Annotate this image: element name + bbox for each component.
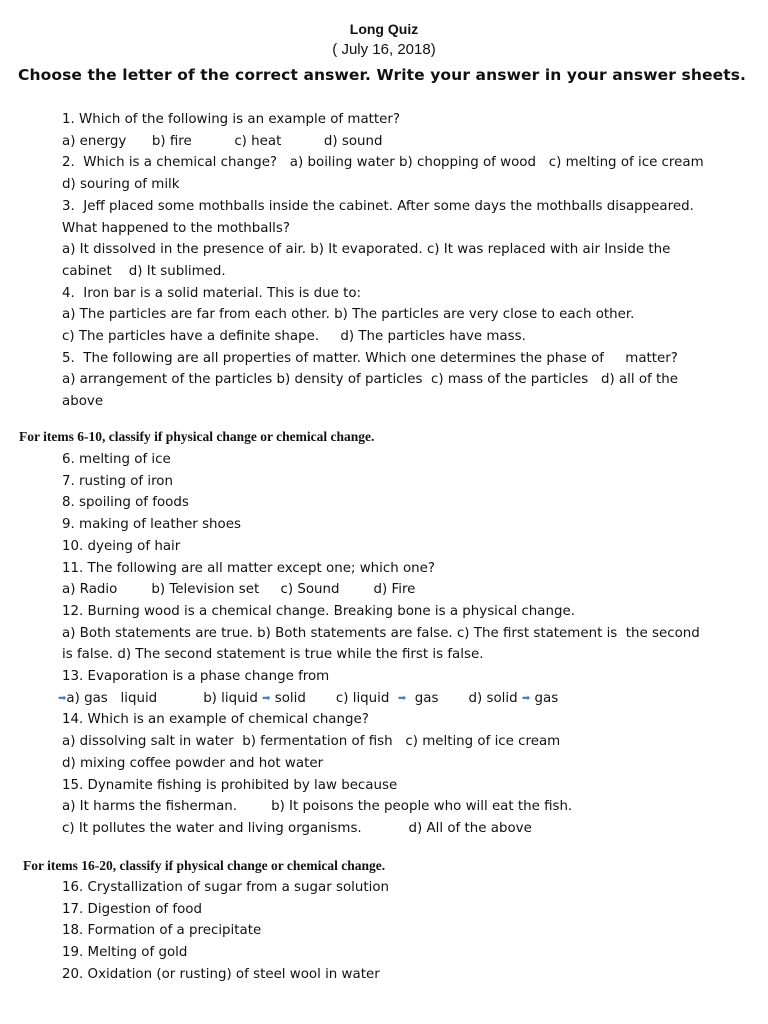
question-line: a) It dissolved in the presence of air. b) It evaporated. c) It was replaced with air Inside the: [62, 242, 671, 258]
question-line: 7. rusting of iron: [62, 473, 173, 489]
question-line: 4. Iron bar is a solid material. This is due to:: [62, 285, 362, 301]
arrow-icon: ➡: [262, 692, 271, 704]
question-line: d) mixing coffee powder and hot water: [62, 755, 324, 771]
arrow-icon: ➡: [397, 692, 407, 704]
q13-option-b-end: solid: [274, 690, 306, 706]
question-line: 12. Burning wood is a chemical change. Breaking bone is a physical change.: [62, 603, 575, 619]
questions-1-5: [62, 109, 752, 413]
question-line: 10. dyeing of hair: [62, 538, 181, 554]
quiz-instruction: Choose the letter of the correct answer. Write your answer in your answer sheets.: [18, 66, 747, 84]
question-line: cabinet d) It sublimed.: [62, 263, 226, 279]
question-line: 18. Formation of a precipitate: [62, 923, 262, 939]
question-line: 9. making of leather shoes: [62, 517, 241, 533]
question-line: 19. Melting of gold: [62, 945, 188, 961]
q13-option-a: a) gas liquid: [66, 690, 158, 706]
question-line: a) The particles are far from each other. b) The particles are very close to each other.: [62, 307, 635, 323]
question-line: 20. Oxidation (or rusting) of steel wool in water: [62, 966, 380, 982]
section-heading-16-20: For items 16-20, classify if physical change or chemical change.: [23, 858, 386, 873]
q13-option-d: d) solid: [468, 690, 518, 706]
question-line: 6. melting of ice: [62, 452, 171, 467]
questions-16-20: [62, 877, 752, 986]
arrow-icon: ➡: [521, 692, 531, 704]
section-heading-6-10: For items 6-10, classify if physical change or chemical change.: [19, 429, 375, 444]
question-line: 1. Which of the following is an example of matter?: [62, 112, 400, 127]
question-line: c) The particles have a definite shape. d) The particles have mass.: [62, 329, 526, 345]
q13-option-d-end: gas: [534, 690, 559, 706]
question-line: 13. Evaporation is a phase change from: [62, 669, 330, 685]
question-line: a) dissolving salt in water b) fermentation of fish c) melting of ice cream: [62, 734, 561, 750]
question-line: 11. The following are all matter except one; which one?: [62, 560, 436, 576]
question-line: 17. Digestion of food: [62, 901, 202, 917]
q13-option-c-end: gas: [414, 690, 439, 706]
question-line: 2. Which is a chemical change? a) boiling water b) chopping of wood c) melting of ice cream: [62, 155, 704, 171]
question-line: 16. Crystallization of sugar from a sugar solution: [62, 880, 389, 895]
question-line: 8. spoiling of foods: [62, 495, 189, 511]
question-line: 5. The following are all properties of matter. Which one determines the phase of matter?: [62, 350, 678, 366]
question-line: a) It harms the fisherman. b) It poisons the people who will eat the fish.: [62, 799, 573, 815]
question-line: 15. Dynamite fishing is prohibited by law because: [62, 777, 398, 793]
question-line: above: [62, 394, 104, 410]
q13-option-b: b) liquid: [203, 690, 258, 706]
q13-option-c: c) liquid: [335, 690, 390, 706]
question-line: a) arrangement of the particles b) density of particles c) mass of the particles d) all of the: [62, 372, 678, 388]
question-line: a) Radio b) Television set c) Sound d) Fire: [62, 582, 416, 598]
quiz-date: ( July 16, 2018): [332, 41, 436, 58]
questions-6-15: [58, 449, 752, 840]
question-line: 3. Jeff placed some mothballs inside the cabinet. After some days the mothballs disappeared.: [62, 198, 694, 214]
question-line: What happened to the mothballs?: [62, 220, 290, 236]
q13-options: [58, 688, 752, 710]
arrow-icon: ➡: [58, 692, 67, 704]
question-line: a) Both statements are true. b) Both statements are false. c) The first statement is the second: [62, 625, 700, 641]
question-line: d) souring of milk: [62, 177, 180, 193]
question-line: a) energy b) fire c) heat d) sound: [62, 133, 383, 149]
question-line: c) It pollutes the water and living organisms. d) All of the above: [62, 820, 532, 836]
question-line: 14. Which is an example of chemical change?: [62, 712, 369, 728]
quiz-title: Long Quiz: [349, 21, 419, 37]
question-line: is false. d) The second statement is true while the first is false.: [62, 647, 484, 663]
